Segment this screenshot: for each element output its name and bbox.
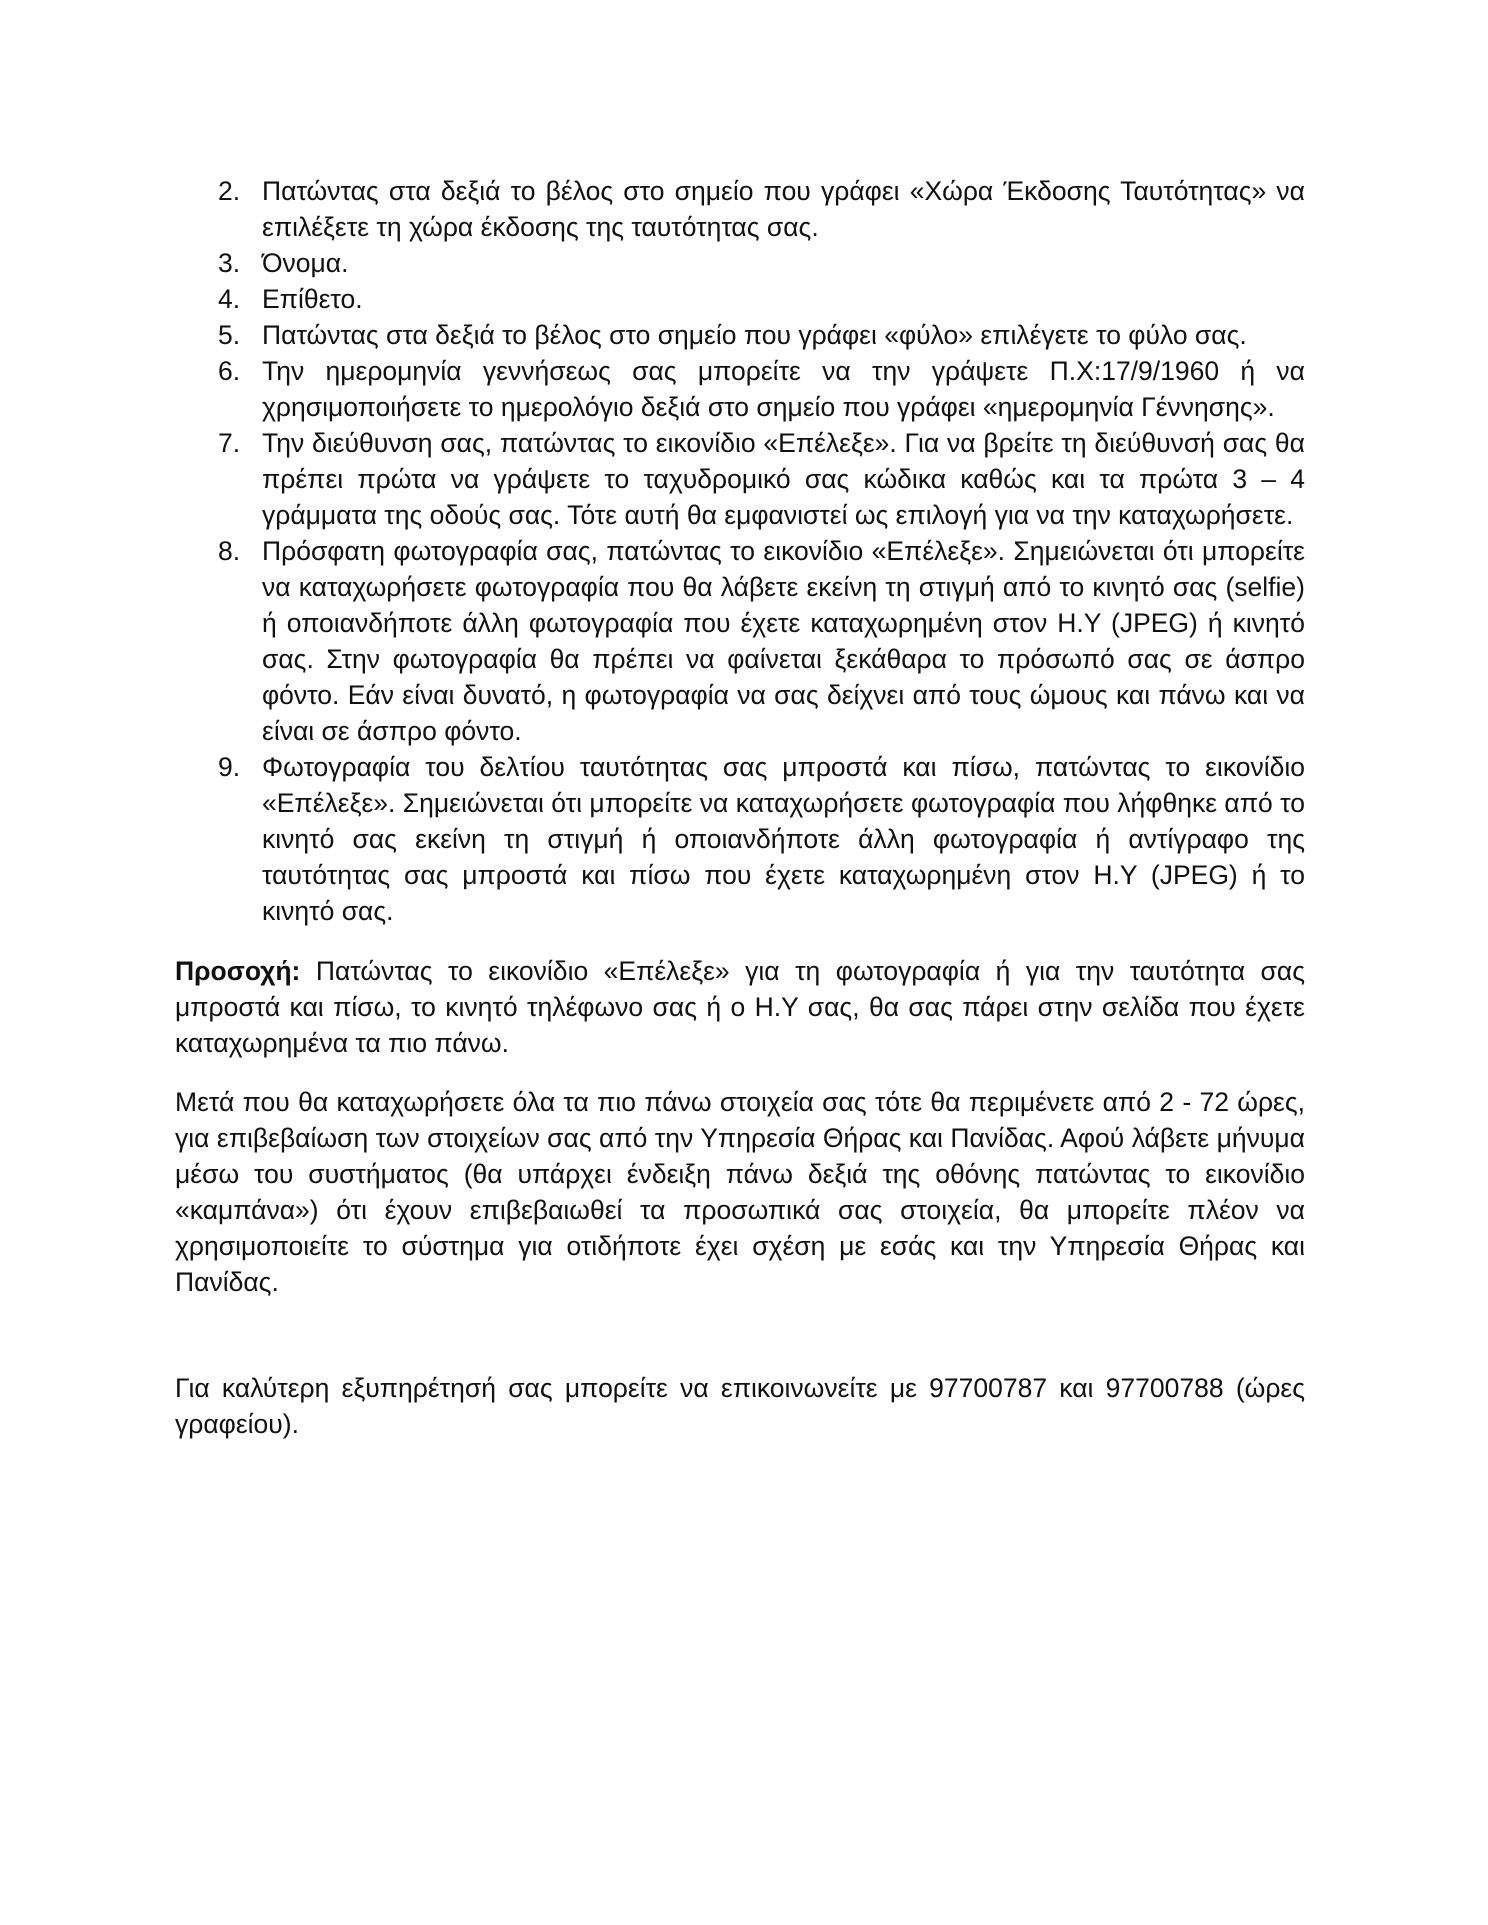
list-item-text: Πατώντας στα δεξιά το βέλος στο σημείο που γράφει «Χώρα Έκδοσης Ταυτότητας» να επιλέξετε τη χώρα έκδοσης της ταυτότητας σας. bbox=[262, 176, 1305, 242]
list-item bbox=[175, 281, 1305, 317]
list-item-text: Πατώντας στα δεξιά το βέλος στο σημείο που γράφει «φύλο» επιλέγετε το φύλο σας. bbox=[262, 320, 1247, 350]
warning-text: Πατώντας το εικονίδιο «Επέλεξε» για τη φωτογραφία ή για την ταυτότητα σας μπροστά και πίσω, το κινητό τηλέφωνο σας ή ο Η.Υ σας, θα σας πάρει στην σελίδα που έχετε καταχωρημένα τα πιο πάνω. bbox=[175, 956, 1305, 1058]
list-item bbox=[175, 749, 1305, 929]
warning-label: Προσοχή: bbox=[175, 956, 301, 986]
warning-paragraph bbox=[175, 953, 1305, 1061]
list-item-number: 6. bbox=[218, 356, 241, 386]
list-item bbox=[175, 353, 1305, 425]
list-item-text: Επίθετο. bbox=[262, 284, 363, 314]
instruction-list bbox=[175, 173, 1305, 929]
list-item-number: 8. bbox=[218, 536, 241, 566]
list-item bbox=[175, 245, 1305, 281]
list-item bbox=[175, 173, 1305, 245]
list-item bbox=[175, 425, 1305, 533]
list-item-number: 9. bbox=[218, 752, 241, 782]
contact-paragraph: Για καλύτερη εξυπηρέτησή σας μπορείτε να επικοινωνείτε με 97700787 και 97700788 (ώρες γραφείου). bbox=[175, 1373, 1305, 1439]
list-item-text: Την διεύθυνση σας, πατώντας το εικονίδιο «Επέλεξε». Για να βρείτε τη διεύθυνσή σας θα πρέπει πρώτα να γράψετε το ταχυδρομικό σας κώδικα καθώς και τα πρώτα 3 – 4 γράμματα της οδούς σας. Τότε αυτή θα εμφανιστεί ως επιλογή για να την καταχωρήσετε. bbox=[262, 428, 1305, 530]
list-item bbox=[175, 533, 1305, 749]
list-item-text: Την ημερομηνία γεννήσεως σας μπορείτε να την γράψετε Π.Χ:17/9/1960 ή να χρησιμοποιήσετε το ημερολόγιο δεξιά στο σημείο που γράφει «ημερομηνία Γέννησης». bbox=[262, 356, 1305, 422]
document-page bbox=[175, 173, 1305, 1442]
list-item bbox=[175, 317, 1305, 353]
list-item-text: Όνομα. bbox=[262, 248, 349, 278]
list-item-number: 2. bbox=[218, 176, 241, 206]
confirmation-paragraph: Μετά που θα καταχωρήσετε όλα τα πιο πάνω στοιχεία σας τότε θα περιμένετε από 2 - 72 ώρες, για επιβεβαίωση των στοιχείων σας από την Υπηρεσία Θήρας και Πανίδας. Αφού λάβετε μήνυμα μέσω του συστήματος (θα υπάρχει ένδειξη πάνω δεξιά της οθόνης πατώντας το εικονίδιο «καμπάνα») ότι έχουν επιβεβαιωθεί τα προσωπικά σας στοιχεία, θα μπορείτε πλέον να χρησιμοποιείτε το σύστημα για οτιδήποτε έχει σχέση με εσάς και την Υπηρεσία Θήρας και Πανίδας. bbox=[175, 1087, 1305, 1297]
list-item-text: Φωτογραφία του δελτίου ταυτότητας σας μπροστά και πίσω, πατώντας το εικονίδιο «Επέλεξε». Σημειώνεται ότι μπορείτε να καταχωρήσετε φωτογραφία που λήφθηκε από το κινητό σας εκείνη τη στιγμή ή οποιανδήποτε άλλη φωτογραφία ή αντίγραφο της ταυτότητας σας μπροστά και πίσω που έχετε καταχωρημένη στον Η.Υ (JPEG) ή το κινητό σας. bbox=[262, 752, 1305, 926]
list-item-number: 3. bbox=[218, 248, 241, 278]
list-item-text: Πρόσφατη φωτογραφία σας, πατώντας το εικονίδιο «Επέλεξε». Σημειώνεται ότι μπορείτε να καταχωρήσετε φωτογραφία που θα λάβετε εκείνη τη στιγμή από το κινητό σας (selfie) ή οποιανδήποτε άλλη φωτογραφία που έχετε καταχωρημένη στον Η.Υ (JPEG) ή κινητό σας. Στην φωτογραφία θα πρέπει να φαίνεται ξεκάθαρα το πρόσωπό σας σε άσπρο φόντο. Εάν είναι δυνατό, η φωτογραφία να σας δείχνει από τους ώμους και πάνω και να είναι σε άσπρο φόντο. bbox=[262, 536, 1305, 746]
list-item-number: 5. bbox=[218, 320, 241, 350]
list-item-number: 7. bbox=[218, 428, 241, 458]
list-item-number: 4. bbox=[218, 284, 241, 314]
